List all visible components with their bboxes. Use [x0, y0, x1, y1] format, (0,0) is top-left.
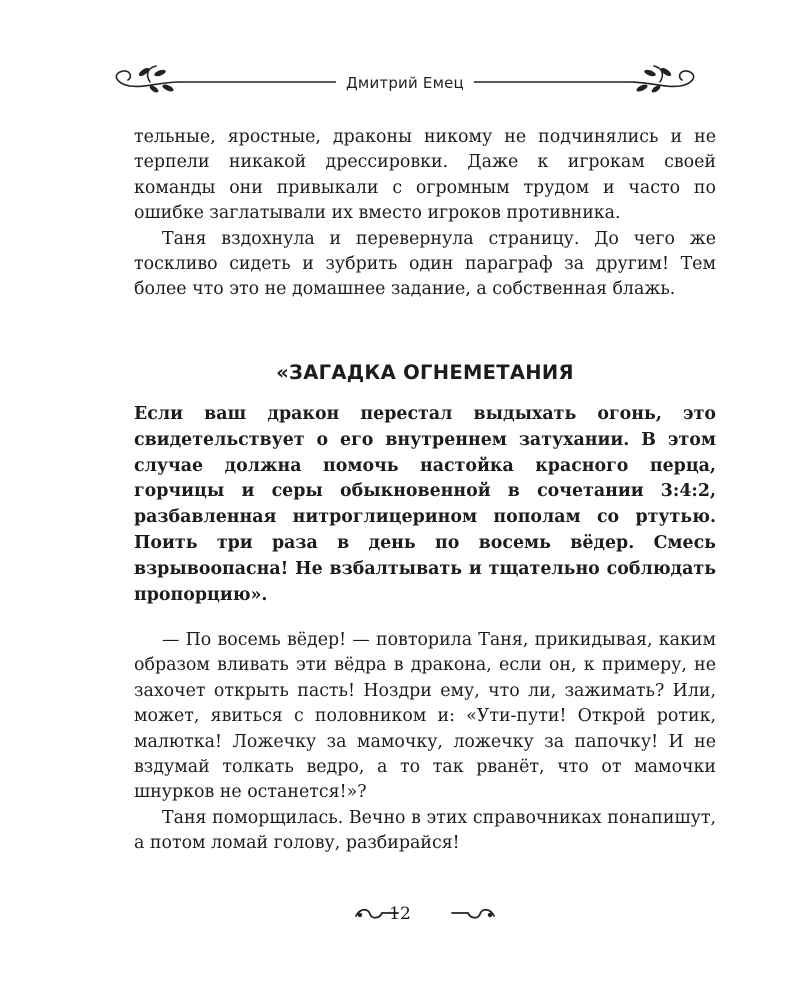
running-header [100, 62, 710, 102]
text-block-top [134, 125, 716, 303]
paragraph-2: Таня вздохнула и перевернула страницу. До чего же тоскливо сидеть и зубрить один параграф за другим! Тем более что это не домашнее задание, а собственная блажь. [134, 228, 716, 300]
quoted-bold-block: Если ваш дракон перестал выдыхать огонь, это свидетельствует о его внутреннем затухании. В этом случае должна помочь настойка красного перца, горчицы и серы обыкновенной в сочетании 3:4:2, разбавленная нитроглицерином пополам со ртутью. Поить три раза в день по восемь вёдер. Смесь взрывоопасна! Не взбалтывать и тщательно соблюдать пропорцию». [134, 404, 716, 605]
book-author: Дмитрий Емец [100, 74, 710, 92]
page-number: 12 [389, 904, 411, 924]
footer-ornament-right [448, 902, 498, 926]
section-heading: «ЗАГАДКА ОГНЕМЕТАНИЯ [276, 361, 574, 384]
paragraph-3: — По восемь вёдер! — повторила Таня, прикидывая, каким образом вливать эти вёдра в дракона, если он, к примеру, не захочет открыть пасть! Ноздри ему, что ли, зажимать? Или, может, явиться с половником и: «Ути-пути! Открой ротик, малютка! Ложечку за мамочку, ложечку за папочку! И не вздумай толкать ведро, а то так рванёт, что от мамочки шнурков не останется!»? [134, 630, 716, 803]
paragraph-1: тельные, яростные, драконы никому не подчинялись и не терпели никакой дрессировки. Даже к игрокам своей команды они привыкали с огромным трудом и часто по ошибке заглатывали их вместо игроков противника. [134, 127, 716, 224]
paragraph-4: Таня поморщилась. Вечно в этих справочниках понапишут, а потом ломай голову, разбирайся! [134, 807, 716, 854]
text-block-bottom [134, 628, 716, 857]
page-footer [0, 902, 800, 928]
